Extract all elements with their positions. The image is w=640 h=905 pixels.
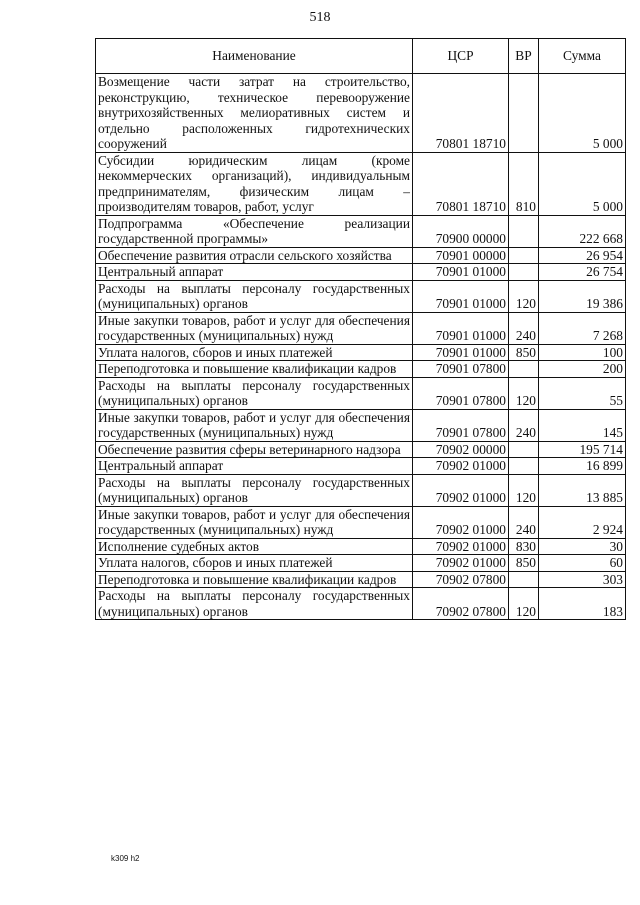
row-csr: 70901 07800 [413,409,509,441]
row-sum: 7 268 [539,312,626,344]
table-row [96,152,626,215]
row-sum: 19 386 [539,280,626,312]
table-row [96,361,626,378]
row-csr: 70801 18710 [413,152,509,215]
row-sum: 30 [539,538,626,555]
table-header-row [96,39,626,74]
row-csr: 70902 07800 [413,588,509,620]
table-row [96,215,626,247]
table-row [96,377,626,409]
row-sum: 100 [539,344,626,361]
row-vr: 120 [509,588,539,620]
row-name: Уплата налогов, сборов и иных платежей [96,344,413,361]
row-name: Расходы на выплаты персоналу государственных (муниципальных) органов [96,588,413,620]
row-csr: 70902 00000 [413,441,509,458]
row-name: Расходы на выплаты персоналу государственных (муниципальных) органов [96,377,413,409]
row-sum: 13 885 [539,474,626,506]
table-row [96,555,626,572]
table-row [96,409,626,441]
table-row [96,506,626,538]
row-sum: 183 [539,588,626,620]
row-vr [509,264,539,281]
row-csr: 70902 01000 [413,555,509,572]
row-sum: 145 [539,409,626,441]
row-vr [509,215,539,247]
row-vr: 240 [509,409,539,441]
table-row [96,280,626,312]
row-csr: 70901 07800 [413,361,509,378]
row-csr: 70901 01000 [413,264,509,281]
row-name: Центральный аппарат [96,264,413,281]
row-name: Обеспечение развития сферы ветеринарного надзора [96,441,413,458]
row-csr: 70901 01000 [413,312,509,344]
row-sum: 200 [539,361,626,378]
row-vr: 850 [509,555,539,572]
table-row [96,74,626,153]
row-sum: 26 754 [539,264,626,281]
header-csr: ЦСР [413,39,509,74]
row-csr: 70900 00000 [413,215,509,247]
row-csr: 70902 01000 [413,458,509,475]
header-sum: Сумма [539,39,626,74]
row-vr [509,74,539,153]
row-name: Уплата налогов, сборов и иных платежей [96,555,413,572]
header-name: Наименование [96,39,413,74]
row-sum: 55 [539,377,626,409]
row-name: Центральный аппарат [96,458,413,475]
row-name: Подпрограмма «Обеспечение реализации государственной программы» [96,215,413,247]
row-csr: 70901 07800 [413,377,509,409]
row-vr [509,458,539,475]
row-vr: 120 [509,377,539,409]
row-name: Обеспечение развития отрасли сельского хозяйства [96,247,413,264]
row-vr [509,571,539,588]
row-csr: 70902 01000 [413,538,509,555]
row-name: Исполнение судебных актов [96,538,413,555]
table-row [96,474,626,506]
row-name: Иные закупки товаров, работ и услуг для обеспечения государственных (муниципальных) нужд [96,312,413,344]
row-vr: 830 [509,538,539,555]
row-csr: 70901 01000 [413,344,509,361]
page-number: 518 [309,10,331,25]
table-row [96,441,626,458]
row-vr [509,361,539,378]
budget-table [95,38,626,620]
row-csr: 70901 01000 [413,280,509,312]
row-name: Расходы на выплаты персоналу государственных (муниципальных) органов [96,280,413,312]
row-csr: 70902 01000 [413,506,509,538]
row-vr: 120 [509,474,539,506]
row-name: Переподготовка и повышение квалификации кадров [96,361,413,378]
row-csr: 70801 18710 [413,74,509,153]
row-sum: 2 924 [539,506,626,538]
footer-code: k309 h2 [111,854,140,863]
table-row [96,458,626,475]
table-row [96,264,626,281]
row-sum: 26 954 [539,247,626,264]
row-sum: 195 714 [539,441,626,458]
row-csr: 70902 01000 [413,474,509,506]
table-row [96,588,626,620]
row-vr [509,441,539,458]
row-csr: 70901 00000 [413,247,509,264]
row-csr: 70902 07800 [413,571,509,588]
row-name: Иные закупки товаров, работ и услуг для обеспечения государственных (муниципальных) нужд [96,409,413,441]
row-sum: 303 [539,571,626,588]
row-vr: 120 [509,280,539,312]
row-name: Расходы на выплаты персоналу государственных (муниципальных) органов [96,474,413,506]
table-row [96,344,626,361]
row-sum: 5 000 [539,74,626,153]
row-vr: 850 [509,344,539,361]
row-vr: 240 [509,506,539,538]
row-sum: 5 000 [539,152,626,215]
row-name: Иные закупки товаров, работ и услуг для обеспечения государственных (муниципальных) нужд [96,506,413,538]
row-name: Переподготовка и повышение квалификации кадров [96,571,413,588]
row-vr [509,247,539,264]
row-name: Возмещение части затрат на строительство, реконструкцию, техническое перевооружение внутрихозяйственных мелиоративных систем и отдельно расположенных гидротехнических сооружений [96,74,413,153]
header-vr: ВР [509,39,539,74]
row-vr: 240 [509,312,539,344]
table-row [96,571,626,588]
row-vr: 810 [509,152,539,215]
table-row [96,312,626,344]
table-row [96,247,626,264]
table-row [96,538,626,555]
row-sum: 60 [539,555,626,572]
row-sum: 222 668 [539,215,626,247]
row-name: Субсидии юридическим лицам (кроме некоммерческих организаций), индивидуальным предпринимателям, физическим лицам – производителям товаров, работ, услуг [96,152,413,215]
row-sum: 16 899 [539,458,626,475]
